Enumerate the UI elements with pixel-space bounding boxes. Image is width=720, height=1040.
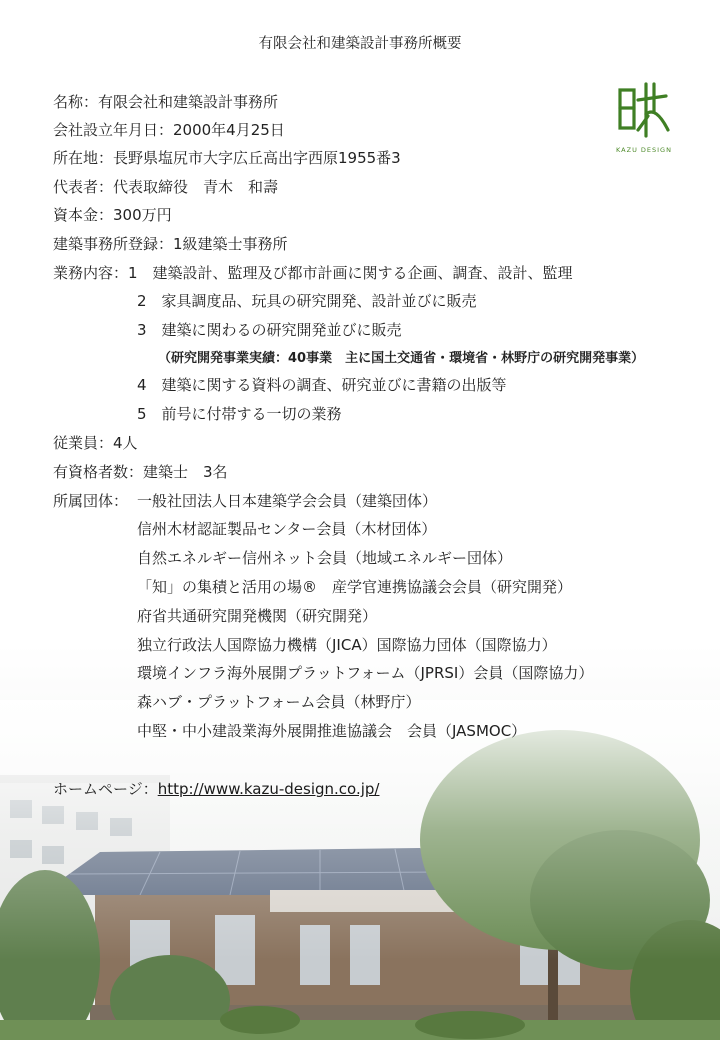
business-item-5: 5 前号に付帯する一切の業務 [137,405,342,423]
affiliation-item: 中堅・中小建設業海外展開推進協議会 会員（JASMOC） [137,722,527,740]
affiliation-item: 自然エネルギー信州ネット会員（地域エネルギー団体） [137,549,513,567]
business-item-4: 4 建築に関する資料の調査、研究並びに書籍の出版等 [137,376,507,394]
affiliation-item: 府省共通研究開発機関（研究開発） [137,607,378,625]
affiliation-item: 森ハブ・プラットフォーム会員（林野庁） [137,693,421,711]
affiliations-label: 所属団体： [53,492,129,510]
document-title: 有限会社和建築設計事務所概要 [258,36,462,52]
business-item-1: 業務内容：1 建築設計、監理及び都市計画に関する企画、調査、設計、監理 [53,264,573,282]
logo-wordmark: KAZU DESIGN [616,146,672,154]
kazu-design-logo [608,70,680,166]
business-item-3: 3 建築に関わるの研究開発並びに販売 [137,321,402,339]
affiliation-item: 「知」の集積と活用の場® 産学官連携協議会会員（研究開発） [137,578,573,596]
business-item-2: 2 家具調度品、玩具の研究開発、設計並びに販売 [137,292,477,310]
rd-record-note: （研究開発事業実績：40事業 主に国土交通省・環境省・林野庁の研究開発事業） [158,351,645,366]
homepage-label: ホームページ： [53,780,158,798]
affiliation-item: 環境インフラ海外展開プラットフォーム（JPRSI）会員（国際協力） [137,664,594,682]
established-date-row: 会社設立年月日：2000年4月25日 [53,121,285,139]
homepage-row [53,778,379,799]
representative-row: 代表者：代表取締役 青木 和壽 [53,178,279,196]
address-row: 所在地：長野県塩尻市大字広丘高出字西原1955番3 [53,149,401,167]
registration-row: 建築事務所登録：1級建築士事務所 [53,235,288,253]
company-name-row: 名称：有限会社和建築設計事務所 [53,93,279,111]
affiliation-item: 信州木材認証製品センター会員（木材団体） [137,520,437,538]
kazu-logo-icon [608,70,680,146]
homepage-link[interactable]: http://www.kazu-design.co.jp/ [157,780,380,798]
affiliation-item: 独立行政法人国際協力機構（JICA）国際協力団体（国際協力） [137,636,557,654]
capital-row: 資本金：300万円 [53,206,172,224]
employees-row: 従業員：4人 [53,434,138,452]
affiliation-item: 一般社団法人日本建築学会会員（建築団体） [137,492,438,510]
qualified-staff-row: 有資格者数：建築士 3名 [53,463,228,481]
